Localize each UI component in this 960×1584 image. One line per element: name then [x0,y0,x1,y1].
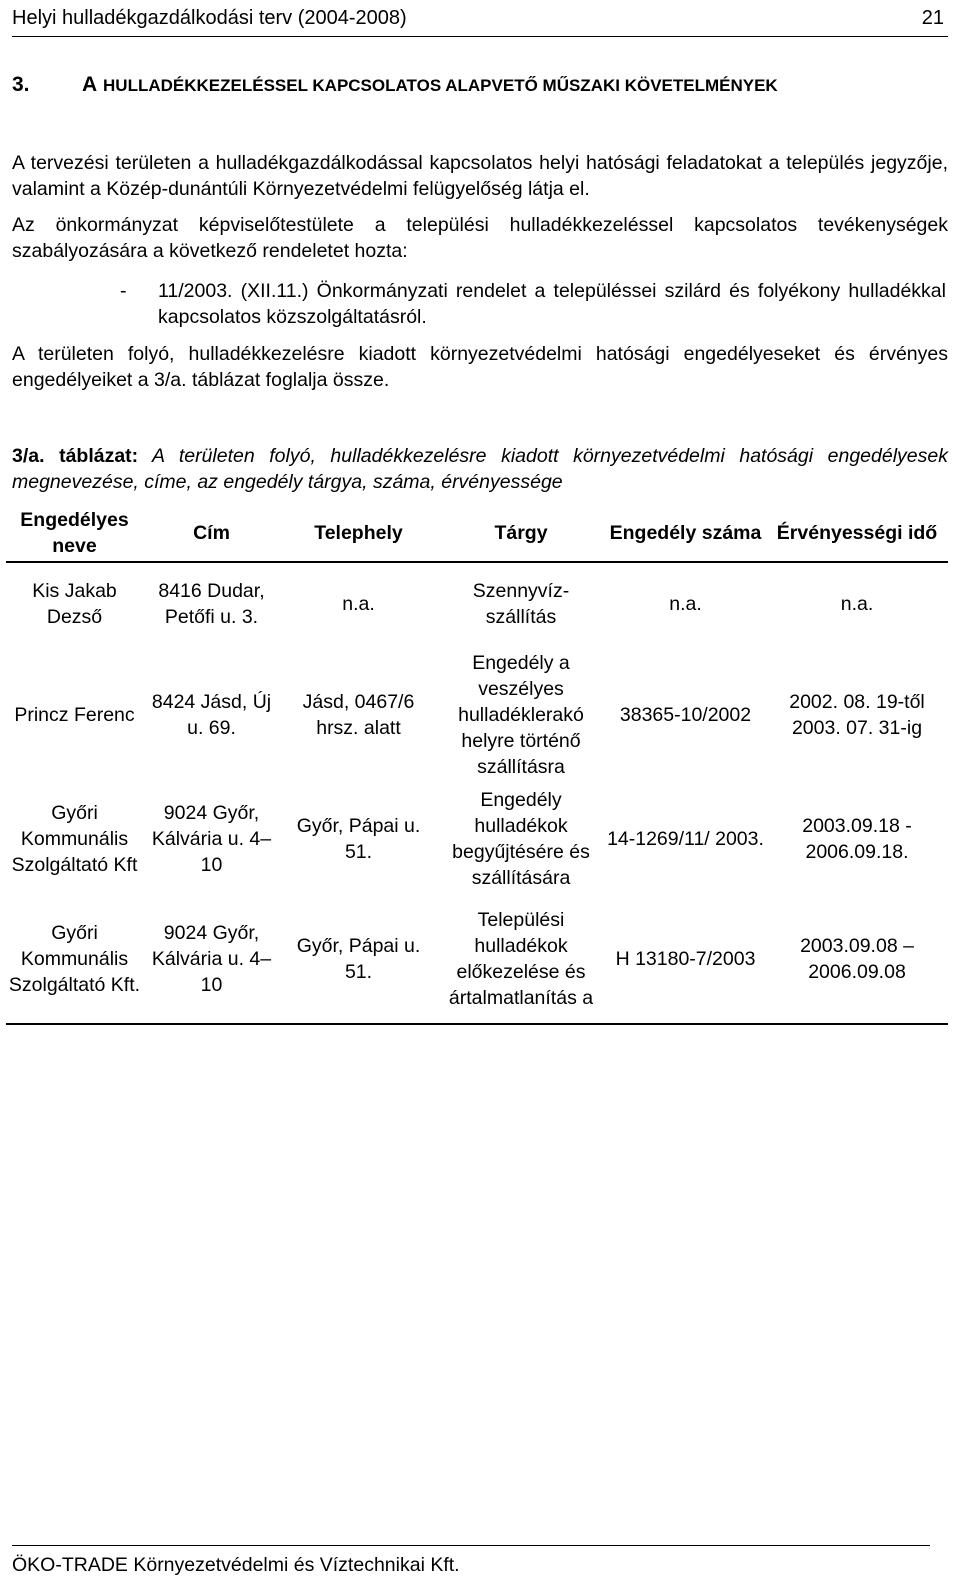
cell-site: Győr, Pápai u. 51. [280,894,437,1024]
cell-permit-number: n.a. [669,593,702,616]
section-number: 3. [12,73,30,96]
header-subject: Tárgy [437,505,605,562]
table-row [6,562,948,646]
cell-subject: Szennyvíz-szállítás [472,580,570,629]
cell-address: 8424 Jásd, Új u. 69. [151,690,272,739]
regulation-text: 11/2003. (XII.11.) Önkormányzati rendelet a településsei szilárd és folyékony hulladékkal kapcsolatos közszolgáltatásról. [158,280,946,328]
page-number: 21 [921,7,944,29]
table-row [6,783,948,894]
cell-validity: 2002. 08. 19-től 2003. 07. 31-ig [789,690,925,739]
cell-subject: Engedély hulladékok begyűjtésére és szállítására [452,788,590,889]
cell-site: n.a. [342,593,375,616]
table-caption-label: 3/a. táblázat: [12,445,139,467]
cell-permit-holder: Kis Jakab Dezső [32,580,117,629]
paragraph-permits-summary: A területen folyó, hulladékkezelésre kiadott környezetvédelmi hatósági engedélyeseket és érvényes engedélyeiket a 3/a. táblázat foglalja össze. [12,343,948,391]
cell-subject: Engedély a veszélyes hulladéklerakó helyre történő szállításra [458,651,584,778]
cell-address: 8416 Dudar, Petőfi u. 3. [158,580,265,629]
cell-permit-holder: Győri Kommunális Szolgáltató Kft [11,801,138,876]
cell-validity: n.a. [840,593,874,616]
cell-permit-number: H 13180-7/2003 [605,894,766,1024]
table-caption [12,443,948,495]
cell-address: 9024 Győr, Kálvária u. 4–10 [151,801,272,876]
cell-subject: Települési hulladékok előkezelése és ártalmatlanítás a [437,894,605,1024]
header-permit-holder: Engedélyes neve [6,505,143,562]
page-footer: ÖKO-TRADE Környezetvédelmi és Víztechnikai Kft. [12,1554,460,1576]
table-row [6,894,948,1024]
footer-divider [12,1545,930,1546]
section-title-initial: A [82,73,98,96]
table-row [6,646,948,783]
header-site: Telephely [280,505,437,562]
document-title: Helyi hulladékgazdálkodási terv (2004-2008) [12,7,407,29]
permits-table [6,505,948,1025]
cell-site: Jásd, 0467/6 hrsz. alatt [302,690,415,739]
cell-validity: 2003.09.18 - 2006.09.18. [802,814,912,863]
cell-validity: 2003.09.08 – 2006.09.08 [766,894,948,1024]
cell-site: Győr, Pápai u. 51. [296,814,421,863]
cell-permit-number: 38365-10/2002 [619,703,752,726]
page-header [12,0,948,37]
header-permit-number: Engedély száma [605,505,766,562]
section-title-text: HULLADÉKKEZELÉSSEL KAPCSOLATOS ALAPVETŐ MŰSZAKI KÖVETELMÉNYEK [103,76,778,95]
table-caption-text: A területen folyó, hulladékkezelésre kiadott környezetvédelmi hatósági engedélyesek megnevezése, címe, az engedély tárgya, száma, érvényessége [12,445,948,493]
cell-permit-holder: Princz Ferenc [14,703,135,726]
paragraph-regulation-intro: Az önkormányzat képviselőtestülete a települési hulladékkezeléssel kapcsolatos tevékenységek szabályozására a következő rendeletet hozta: [12,214,948,262]
cell-permit-holder: Győri Kommunális Szolgáltató Kft. [6,894,143,1024]
header-address: Cím [143,505,280,562]
paragraph-authorities: A tervezési területen a hulladékgazdálkodással kapcsolatos helyi hatósági feladatokat a település jegyzője, valamint a Közép-dunántúli Környezetvédelmi felügyelőség látja el. [12,152,948,200]
cell-address: 9024 Győr, Kálvária u. 4–10 [143,894,280,1024]
regulation-list-item [120,278,946,330]
cell-permit-number: 14-1269/11/ 2003. [607,827,764,850]
list-bullet: - [120,280,127,302]
section-heading [12,68,948,103]
table-header-row [6,505,948,562]
header-validity: Érvényességi idő [766,505,948,562]
